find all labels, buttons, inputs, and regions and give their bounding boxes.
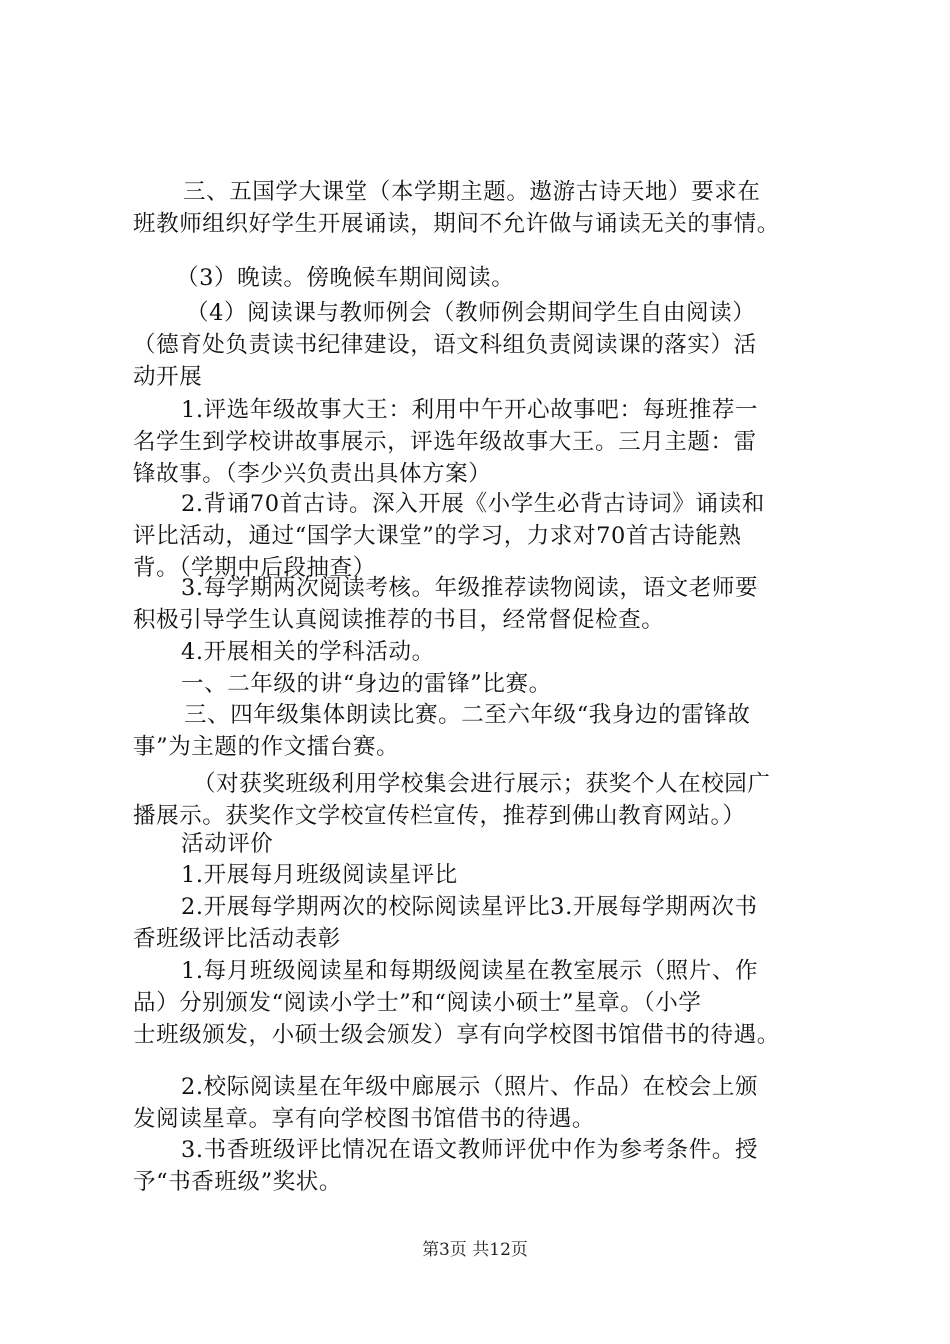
paragraph-line: 事”为主题的作文擂台赛。 — [133, 734, 400, 760]
paragraph-line: （德育处负责读书纪律建设，语文科组负责阅读课的落实）活 — [133, 332, 757, 358]
paragraph-line: 积极引导学生认真阅读推荐的书目，经常督促检查。 — [133, 607, 665, 633]
paragraph-line: 三、五国学大课堂（本学期主题。遨游古诗天地）要求在 — [183, 179, 761, 205]
paragraph-line: 班教师组织好学生开展诵读，期间不允许做与诵读无关的事情。 — [133, 211, 780, 237]
paragraph-line: 2.背诵70首古诗。深入开展《小学生必背古诗词》诵读和 — [181, 491, 765, 517]
paragraph-line: 锋故事。（李少兴负责出具体方案） — [133, 461, 492, 487]
paragraph-line: 香班级评比活动表彰 — [133, 926, 341, 952]
paragraph-line: 2.校际阅读星在年级中廊展示（照片、作品）在校会上颁 — [181, 1074, 759, 1100]
paragraph-line: 2.开展每学期两次的校际阅读星评比3.开展每学期两次书 — [181, 894, 758, 920]
paragraph-line: 动开展 — [133, 364, 203, 390]
paragraph-line: （4）阅读课与教师例会（教师例会期间学生自由阅读） — [186, 300, 756, 326]
paragraph-line: （3）晚读。傍晚候车期间阅读。 — [176, 265, 515, 291]
paragraph-line: 予“书香班级”奖状。 — [133, 1169, 343, 1195]
paragraph-line: 评比活动，通过“国学大课堂”的学习，力求对70首古诗能熟 — [133, 523, 742, 549]
paragraph-line: 品）分别颁发“阅读小学士”和“阅读小硕士”星章。（小学 — [133, 990, 702, 1016]
paragraph-line: 播展示。获奖作文学校宣传栏宣传，推荐到佛山教育网站。） — [133, 803, 746, 829]
paragraph-line: 3.每学期两次阅读考核。年级推荐读物阅读，语文老师要 — [181, 575, 759, 601]
paragraph-line: 3.书香班级评比情况在语文教师评优中作为参考条件。授 — [181, 1137, 759, 1163]
paragraph-line: 士班级颁发，小硕士级会颁发）享有向学校图书馆借书的待遇。 — [133, 1022, 780, 1048]
paragraph-line: 发阅读星章。享有向学校图书馆借书的待遇。 — [133, 1106, 596, 1132]
paragraph-line: 三、四年级集体朗读比赛。二至六年级“我身边的雷锋故 — [184, 702, 751, 728]
paragraph-line: 背。（学期中后段抽查） — [133, 555, 376, 581]
paragraph-line: 名学生到学校讲故事展示，评选年级故事大王。三月主题：雷 — [133, 429, 757, 455]
paragraph-line: 1.每月班级阅读星和每期级阅读星在教室展示（照片、作 — [181, 958, 759, 984]
paragraph-line: （对获奖班级利用学校集会进行展示；获奖个人在校园广 — [193, 771, 771, 797]
paragraph-line: 4.开展相关的学科活动。 — [181, 639, 435, 665]
page-number-footer: 第3页 共12页 — [422, 1240, 528, 1260]
paragraph-line: 一、二年级的讲“身边的雷锋”比赛。 — [181, 671, 552, 697]
paragraph-line: 1.开展每月班级阅读星评比 — [181, 862, 458, 888]
paragraph-line: 1.评选年级故事大王：利用中午开心故事吧：每班推荐一 — [181, 397, 759, 423]
paragraph-line: 活动评价 — [181, 831, 274, 857]
